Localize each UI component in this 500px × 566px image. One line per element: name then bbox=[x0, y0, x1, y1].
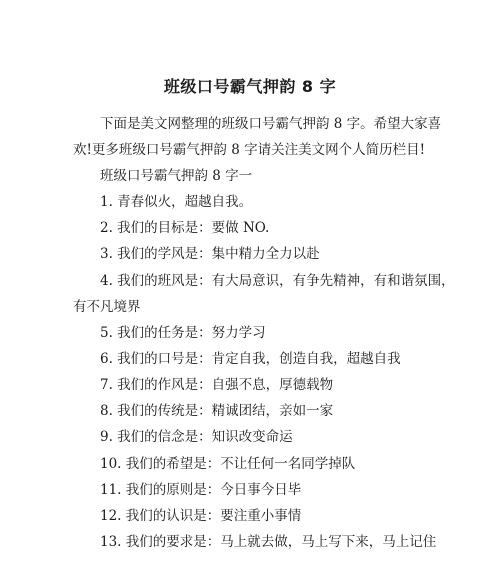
list-item: 10. 我们的希望是：不让任何一名同学掉队 bbox=[100, 456, 356, 472]
list-item: 4. 我们的班风是：有大局意识，有争先精神，有和谐氛围， bbox=[100, 273, 455, 289]
list-item: 8. 我们的传统是：精诚团结，亲如一家 bbox=[100, 403, 334, 419]
list-item: 5. 我们的任务是：努力学习 bbox=[100, 325, 266, 341]
intro-line-1: 下面是美文网整理的班级口号霸气押韵 8 字。希望大家喜 bbox=[100, 116, 442, 132]
list-item: 11. 我们的原则是：今日事今日毕 bbox=[100, 482, 302, 498]
list-item: 1. 青春似火，超越自我。 bbox=[100, 194, 253, 210]
list-item: 7. 我们的作风是：自强不息，厚德载物 bbox=[100, 377, 334, 393]
section-heading: 班级口号霸气押韵 8 字一 bbox=[100, 168, 253, 184]
list-item: 13. 我们的要求是：马上就去做，马上写下来，马上记住 bbox=[100, 534, 437, 550]
intro-line-2: 欢!更多班级口号霸气押韵 8 字请关注美文网个人简历栏目! bbox=[73, 142, 426, 158]
list-item: 3. 我们的学风是：集中精力全力以赴 bbox=[100, 246, 320, 262]
list-item: 2. 我们的目标是：要做 NO. bbox=[100, 220, 270, 236]
list-item: 12. 我们的认识是：要注重小事情 bbox=[100, 508, 302, 524]
list-item: 9. 我们的信念是：知识改变命运 bbox=[100, 429, 293, 445]
list-item-continuation: 有不凡境界 bbox=[73, 299, 141, 315]
document-title: 班级口号霸气押韵 8 字 bbox=[163, 77, 337, 96]
list-item: 6. 我们的口号是：肯定自我，创造自我，超越自我 bbox=[100, 351, 401, 367]
